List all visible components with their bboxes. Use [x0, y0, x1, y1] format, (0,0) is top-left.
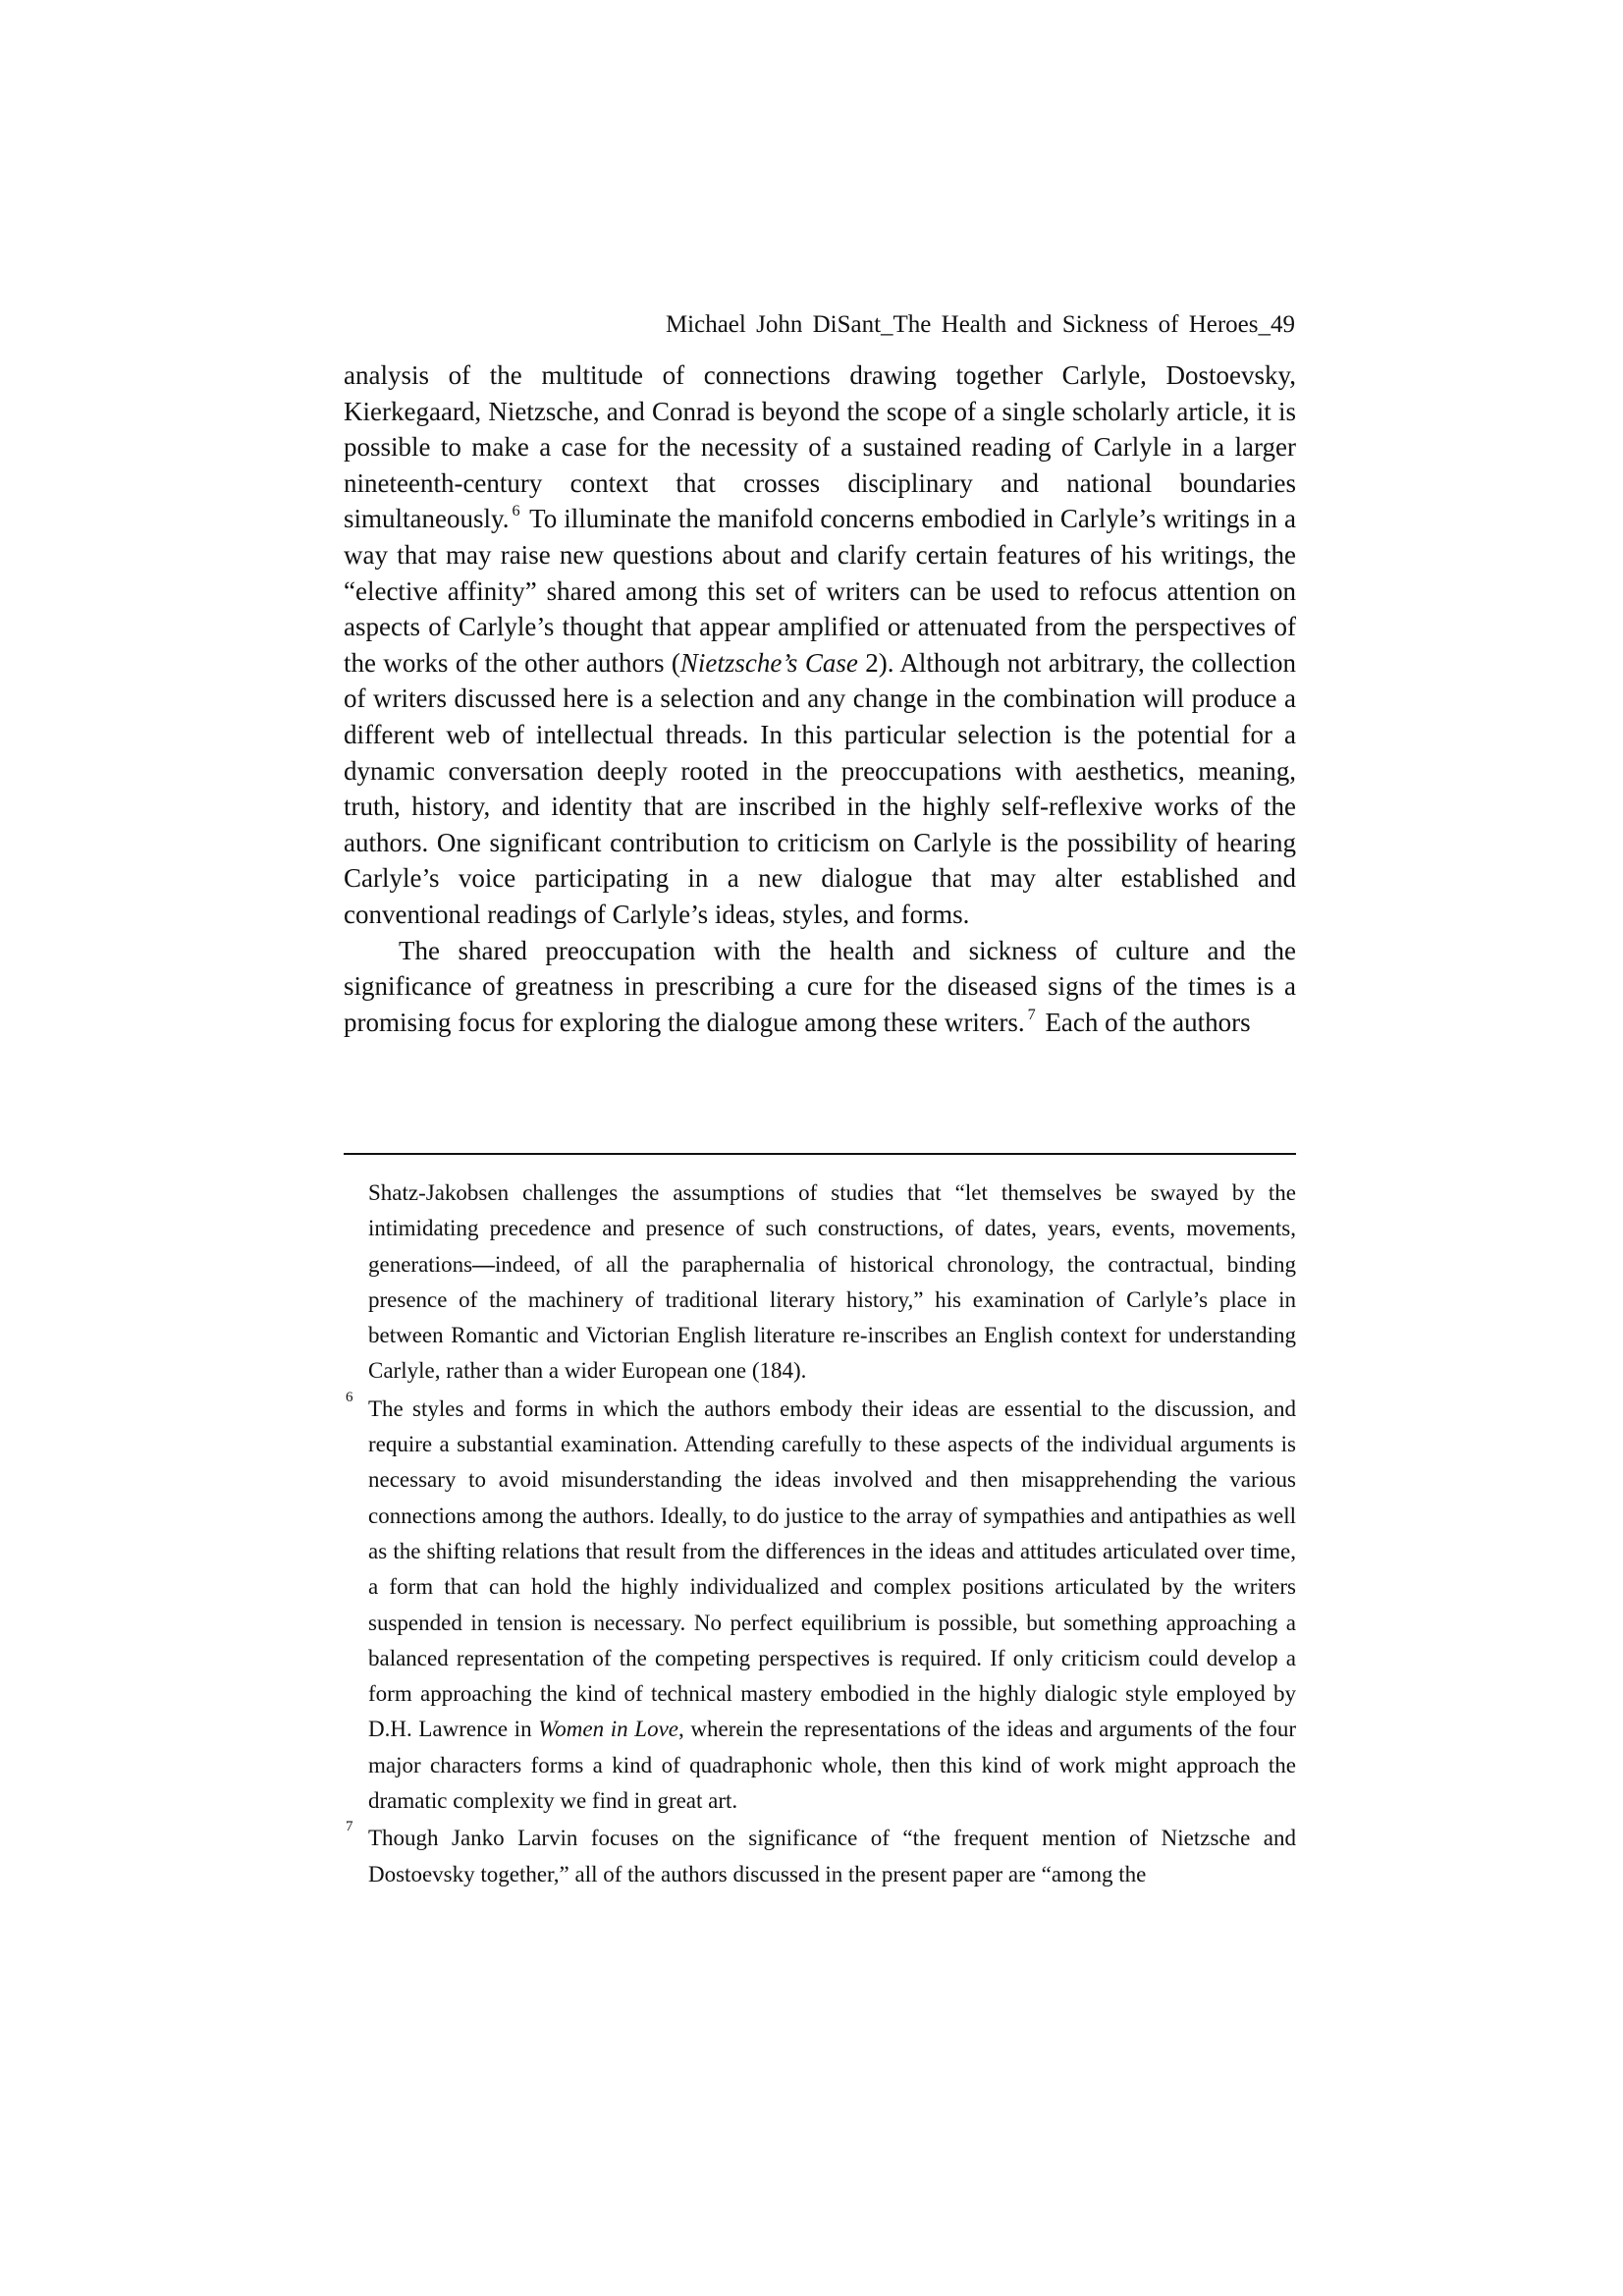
paragraph-1 — [344, 357, 1296, 933]
paragraph-1-text-a: analysis of the multitude of connections drawing together Carlyle, Dostoevsky, Kierkegaard, Nietzsche, and Conrad is beyond the scope of a single scholarly article, it is possible to make a case for the necessity of a sustained reading of Carlyle in a larger nineteenth-century context that crosses disciplinary and national boundaries simultaneously. — [344, 360, 1296, 534]
paragraph-2-text-a: The shared preoccupation with the health and sickness of culture and the significance of greatness in prescribing a cure for the diseased signs of the times is a promising focus for exploring the dialogue among these writers. — [344, 935, 1296, 1037]
footnote-ref-7: 7 — [1027, 1005, 1036, 1023]
running-head: Michael John DiSant_The Health and Sickness of Heroes_49 — [665, 311, 1295, 338]
footnote-6-text-b: , wherein the representations of the ideas and arguments of the four major characters forms a kind of quadraphonic whole, then this kind of work might approach the dramatic complexity we find in great art. — [368, 1717, 1297, 1814]
paragraph-2-text-b: Each of the authors — [1045, 1007, 1251, 1037]
footnote-6-text-a: The styles and forms in which the authors embody their ideas are essential to the discussion, and require a substantial examination. Attending carefully to these aspects of the individual arguments is necessary to avoid misunderstanding the ideas involved and then misapprehending the various connections among the authors. Ideally, to do justice to the array of sympathies and antipathies as well as the shifting relations that result from the differences in the ideas and attitudes articulated over time, a form that can hold the highly individualized and complex positions articulated by the writers suspended in tension is necessary. No perfect equilibrium is possible, but something approaching a balanced representation of the competing perspectives is required. If only criticism could develop a form approaching the kind of technical mastery embodied in the highly dialogic style employed by D.H. Lawrence in — [368, 1395, 1296, 1742]
footnote-6 — [344, 1389, 1297, 1820]
footnote-7-text: Though Janko Larvin focuses on the significance of “the frequent mention of Nietzsche and Dostoevsky together,” all of the authors discussed in the present paper are “among the — [368, 1826, 1296, 1886]
footnote-separator — [344, 1153, 1296, 1155]
footnote-continued-text-a: Shatz-Jakobsen challenges the assumptions of studies that “let themselves be swayed by the intimidating precedence and presence of such constructions, of dates, years, events, movements, generations — [368, 1180, 1296, 1277]
paragraph-1-text-b: To illuminate the manifold concerns embodied in Carlyle’s writings in a way that may raise new questions about and clarify certain features of his writings, the “elective affinity” shared among this set of writers can be used to refocus attention on aspects of Carlyle’s thought that appear amplified or attenuated from the perspectives of the works of the other authors ( — [344, 504, 1297, 678]
paragraph-1-text-c: 2). Although not arbitrary, the collection of writers discussed here is a selection and any change in the combination will produce a different web of intellectual threads. In this particular selection is the potential for a dynamic conversation deeply rooted in the preoccupations with aesthetics, meaning, truth, history, and identity that are inscribed in the highly self-reflexive works of the authors. One significant contribution to criticism on Carlyle is the possibility of hearing Carlyle’s voice participating in a new dialogue that may alter established and conventional readings of Carlyle’s ideas, styles, and forms. — [344, 647, 1296, 929]
paragraph-2 — [344, 933, 1296, 1041]
footnote-6-mark: 6 — [346, 1389, 353, 1405]
footnote-continued — [344, 1175, 1296, 1390]
cited-title: Nietzsche’s Case — [679, 647, 858, 678]
main-text — [344, 357, 1296, 1040]
em-dash: — — [472, 1251, 496, 1277]
footnote-continued-text-b: indeed, of all the paraphernalia of historical chronology, the contractual, binding presence of the machinery of traditional literary history,” his examination of Carlyle’s place in between Romantic and Victorian English literature re-inscribes an English context for understanding Carlyle, rather than a wider European one (184). — [368, 1251, 1296, 1384]
footnote-7 — [344, 1821, 1296, 1892]
footnote-6-title: Women in Love — [538, 1717, 678, 1742]
footnote-ref-6: 6 — [512, 502, 520, 520]
footnotes — [344, 1175, 1296, 1894]
footnote-7-mark: 7 — [346, 1819, 353, 1835]
